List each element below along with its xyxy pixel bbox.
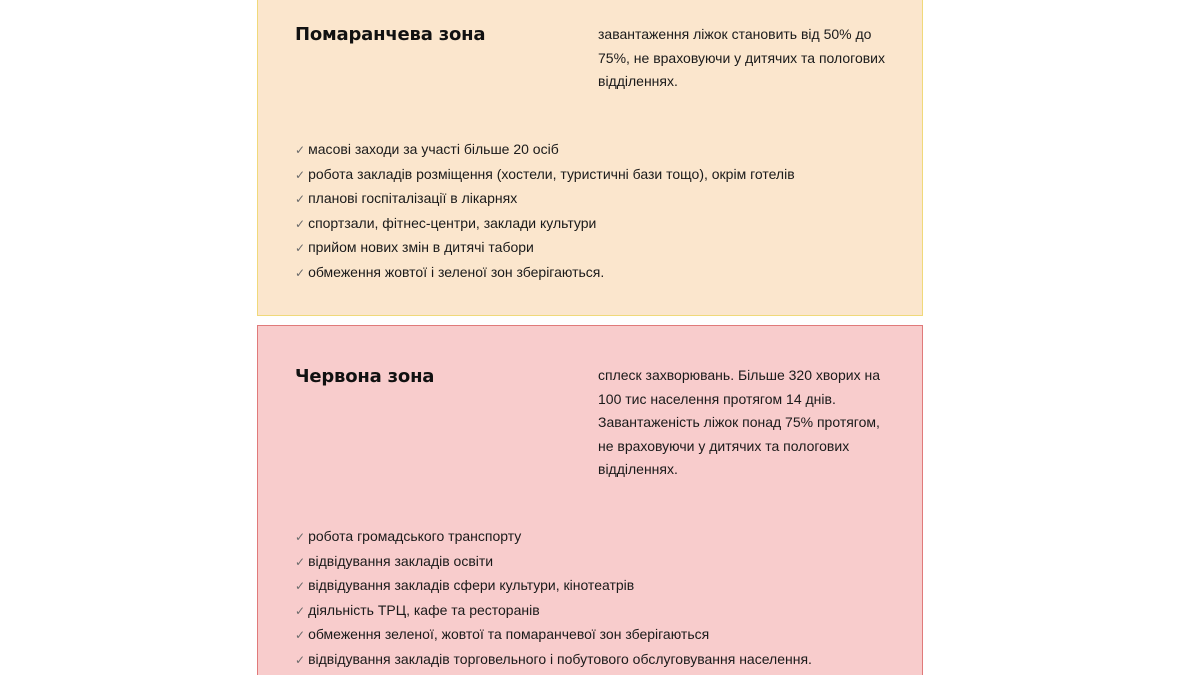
- checkmark-icon: ✓: [295, 628, 306, 643]
- checkmark-icon: ✓: [295, 579, 306, 594]
- list-item: [295, 212, 795, 237]
- restriction-text: планові госпіталізації в лікарнях: [308, 190, 518, 207]
- list-item: [295, 163, 795, 188]
- red-zone-title: Червона зона: [295, 366, 435, 387]
- red-zone-description: сплеск захворювань. Більше 320 хворих на 100 тис населення протягом 14 днів. Завантаженість ліжок понад 75% протягом, не враховуючи у дитячих та пологових відділеннях.: [598, 367, 880, 477]
- list-item: [295, 525, 812, 550]
- list-item: [295, 550, 812, 575]
- checkmark-icon: ✓: [295, 603, 306, 618]
- red-zone-restrictions: [295, 525, 812, 673]
- checkmark-icon: ✓: [295, 216, 306, 231]
- restriction-text: відвідування закладів торговельного і побутового обслуговування населення.: [308, 650, 812, 667]
- checkmark-icon: ✓: [295, 265, 306, 280]
- red-zone-card: [257, 325, 923, 675]
- restriction-text: обмеження жовтої і зеленої зон зберігаються.: [308, 263, 605, 280]
- restriction-text: відвідування закладів освіти: [308, 552, 494, 569]
- checkmark-icon: ✓: [295, 652, 306, 667]
- list-item: [295, 236, 795, 261]
- list-item: [295, 261, 795, 286]
- checkmark-icon: ✓: [295, 530, 306, 544]
- checkmark-icon: ✓: [295, 192, 306, 207]
- list-item: [295, 599, 812, 624]
- restriction-text: відвідування закладів сфери культури, кінотеатрів: [308, 577, 635, 594]
- restriction-text: прийом нових змін в дитячі табори: [308, 239, 534, 256]
- restriction-text: обмеження зеленої, жовтої та помаранчевої зон зберігаються: [308, 626, 710, 643]
- list-item: [295, 187, 795, 212]
- restriction-text: діяльність ТРЦ, кафе та ресторанів: [308, 601, 540, 618]
- restriction-text: робота громадського транспорту: [308, 528, 522, 544]
- restriction-text: масові заходи за участі більше 20 осіб: [308, 141, 559, 157]
- orange-zone-description: завантаження ліжок становить від 50% до 75%, не враховуючи у дитячих та пологових відділеннях.: [598, 26, 885, 89]
- checkmark-icon: ✓: [295, 554, 306, 569]
- list-item: [295, 574, 812, 599]
- restriction-text: робота закладів розміщення (хостели, туристичні бази тощо), окрім готелів: [308, 165, 795, 182]
- list-item: [295, 623, 812, 648]
- orange-zone-restrictions: [295, 138, 795, 286]
- orange-zone-card: [257, 0, 923, 316]
- checkmark-icon: ✓: [295, 143, 306, 157]
- orange-zone-title: Помаранчева зона: [295, 24, 486, 45]
- restriction-text: спортзали, фітнес-центри, заклади культури: [308, 214, 597, 231]
- checkmark-icon: ✓: [295, 167, 306, 182]
- checkmark-icon: ✓: [295, 241, 306, 256]
- list-item: [295, 648, 812, 673]
- list-item: [295, 138, 795, 163]
